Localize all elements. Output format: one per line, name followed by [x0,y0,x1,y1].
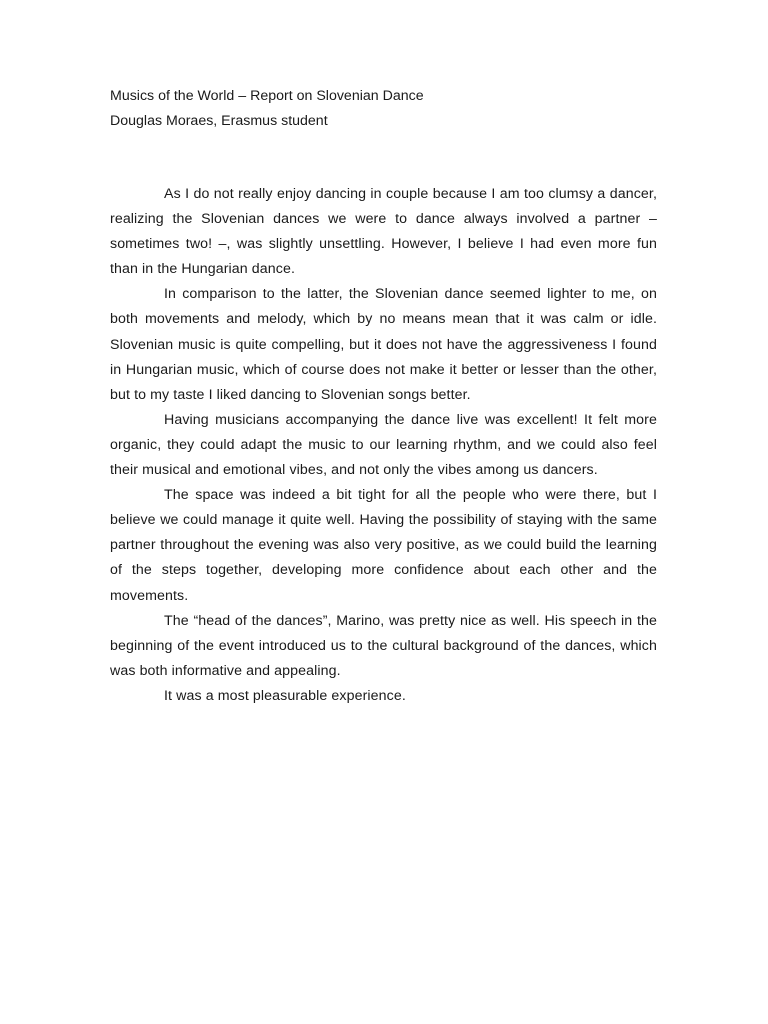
document-author: Douglas Moraes, Erasmus student [110,113,328,129]
document-title: Musics of the World – Report on Slovenian Dance [110,88,424,104]
document-header [110,84,670,134]
paragraph: The “head of the dances”, Marino, was pretty nice as well. His speech in the beginning of the event introduced us to the cultural background of the dances, which was both informative and appealing. [110,612,657,679]
paragraph: It was a most pleasurable experience. [164,687,406,704]
paragraph: In comparison to the latter, the Slovenian dance seemed lighter to me, on both movements and melody, which by no means mean that it was calm or idle. Slovenian music is quite compelling, but it does not have the aggressiveness I found in Hungarian music, which of course does not make it better or lesser than the other, but to my taste I liked dancing to Slovenian songs better. [110,286,657,403]
paragraph: As I do not really enjoy dancing in couple because I am too clumsy a dancer, realizing the Slovenian dances we were to dance always involved a partner – sometimes two! –, was slightly unsettling. However, I believe I had even more fun than in the Hungarian dance. [110,186,657,278]
paragraph: The space was indeed a bit tight for all the people who were there, but I believe we could manage it quite well. Having the possibility of staying with the same partner throughout the evening was also very positive, as we could build the learning of the steps together, developing more confidence about each other and the movements. [110,487,657,604]
document-body [110,182,657,709]
paragraph: Having musicians accompanying the dance live was excellent! It felt more organic, they could adapt the music to our learning rhythm, and we could also feel their musical and emotional vibes, and not only the vibes among us dancers. [110,411,657,479]
